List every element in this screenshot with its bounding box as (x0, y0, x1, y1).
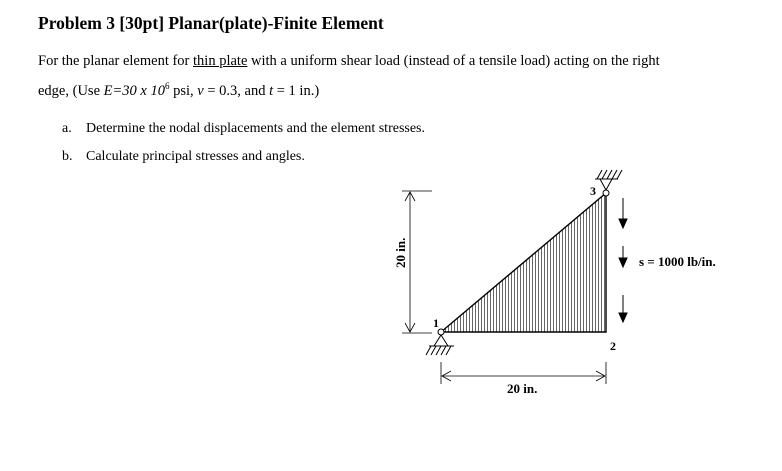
psi-text: psi, (169, 82, 198, 99)
shear-load-arrows (619, 198, 627, 322)
statement-suffix: with a uniform shear load (instead of a tensile load) acting on the right (247, 53, 660, 69)
modulus-symbol: E (103, 82, 113, 99)
node-3-label: 3 (590, 184, 596, 198)
width-dimension-label: 20 in. (507, 381, 538, 396)
statement-prefix: For the planar element for (38, 53, 194, 69)
task-a-text: Determine the nodal displacements and the element stresses. (86, 121, 426, 136)
poisson-symbol: v (197, 82, 204, 99)
pin-support-node-1 (426, 335, 454, 355)
thickness-value: = 1 in.) (273, 82, 320, 99)
triangular-element (441, 193, 606, 332)
poisson-value: = 0.3, and (203, 82, 270, 99)
node-2-label: 2 (610, 339, 616, 353)
shear-load-label: s = 1000 lb/in. (639, 254, 716, 269)
modulus-value: =30 x 10 (112, 82, 165, 99)
node-1-label: 1 (433, 316, 439, 330)
node-3-marker (603, 190, 609, 196)
task-b-text: Calculate principal stresses and angles. (86, 149, 305, 164)
problem-title: Problem 3 [30pt] Planar(plate)-Finite Element (38, 13, 384, 33)
task-b-marker: b. (62, 149, 73, 164)
pin-support-node-3 (595, 170, 622, 190)
modulus-exponent: 6 (164, 81, 170, 91)
thickness-symbol: t (269, 82, 274, 99)
statement-line2-start: edge, (Use (38, 82, 104, 99)
height-dimension-label: 20 in. (393, 237, 408, 268)
thin-plate-underlined: thin plate (193, 53, 248, 69)
task-a-marker: a. (62, 121, 72, 136)
